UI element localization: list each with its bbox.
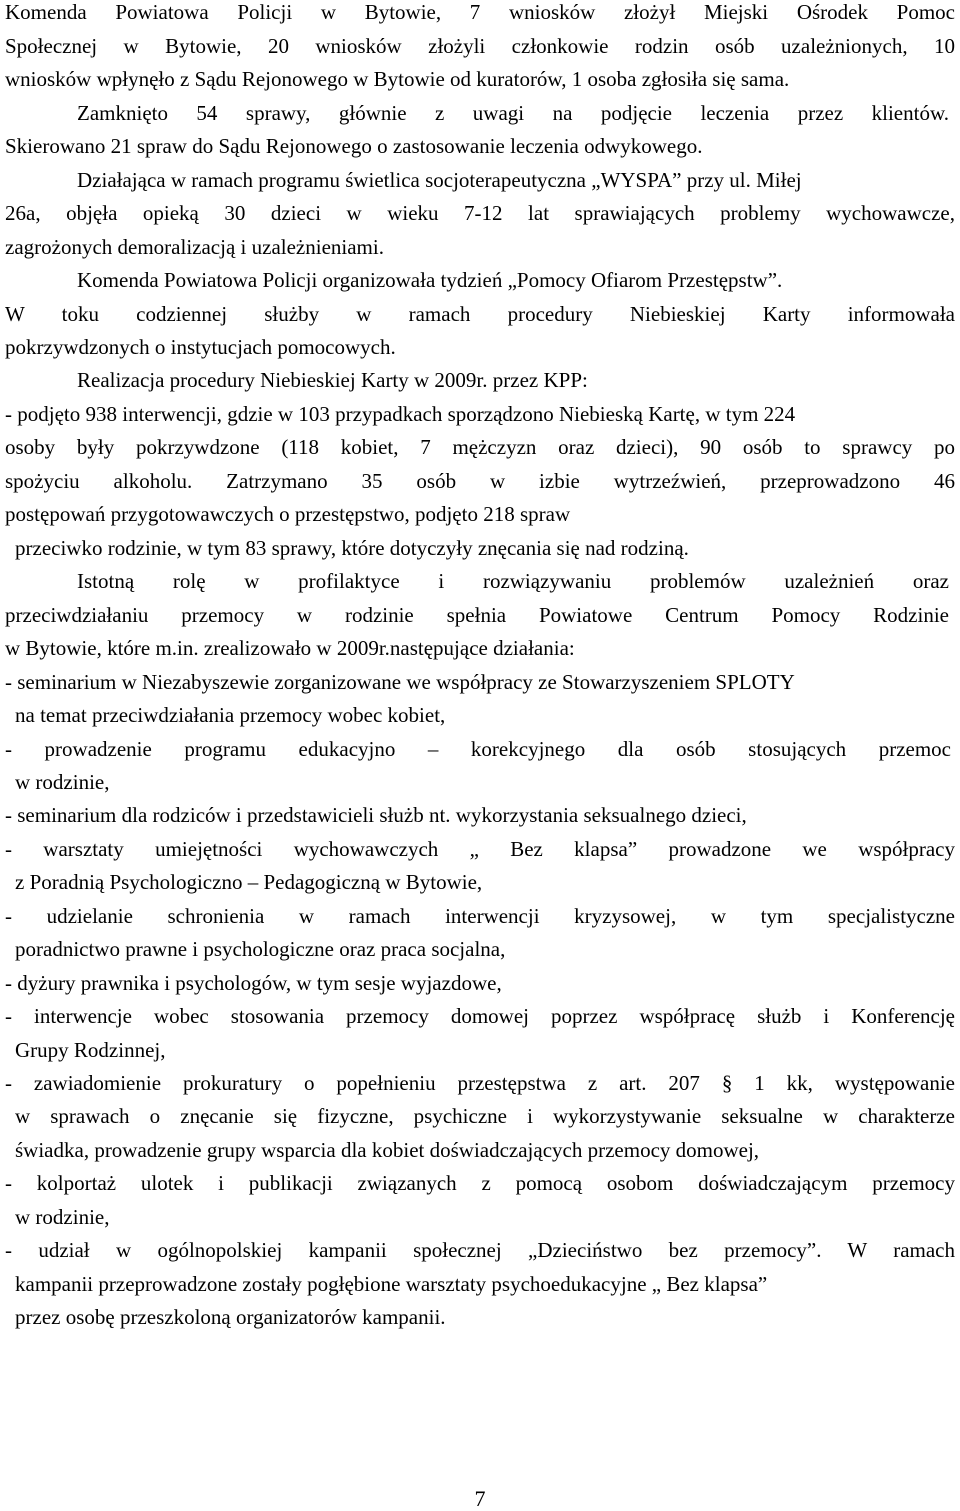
paragraph-line: Komenda Powiatowa Policji w Bytowie, 7 wniosków złożył Miejski Ośrodek Pomoc [5, 0, 955, 24]
paragraph-line: osoby były pokrzywdzone (118 kobiet, 7 mężczyzn oraz dzieci), 90 osób to sprawcy po [5, 435, 955, 459]
list-item-line: kampanii przeprowadzone zostały pogłębione warsztaty psychoedukacyjne „ Bez klapsa” [15, 1272, 768, 1296]
paragraph-line: w Bytowie, które m.in. zrealizowało w 2009r.następujące działania: [5, 636, 575, 660]
paragraph-line: 26a, objęła opieką 30 dzieci w wieku 7-12 lat sprawiających problemy wychowawcze, [5, 201, 955, 225]
paragraph-line: Działająca w ramach programu świetlica socjoterapeutyczna „WYSPA” przy ul. Miłej [77, 168, 802, 192]
list-item-line: na temat przeciwdziałania przemocy wobec kobiet, [15, 703, 446, 727]
page-number: 7 [474, 1486, 486, 1511]
paragraph-line: Komenda Powiatowa Policji organizowała tydzień „Pomocy Ofiarom Przestępstw”. [77, 268, 783, 292]
paragraph-line: Istotną rolę w profilaktyce i rozwiązywaniu problemów uzależnień oraz [77, 569, 949, 593]
paragraph-line: Społecznej w Bytowie, 20 wniosków złożyli członkowie rodzin osób uzależnionych, 10 [5, 34, 955, 58]
list-item-line: - prowadzenie programu edukacyjno – korekcyjnego dla osób stosujących przemoc [5, 737, 951, 761]
paragraph-line: - podjęto 938 interwencji, gdzie w 103 przypadkach sporządzono Niebieską Kartę, w tym 224 [5, 402, 796, 426]
list-item-line: świadka, prowadzenie grupy wsparcia dla kobiet doświadczających przemocy domowej, [15, 1138, 760, 1162]
paragraph-line: Skierowano 21 spraw do Sądu Rejonowego o zastosowanie leczenia odwykowego. [5, 134, 703, 158]
paragraph-line: przeciwko rodzinie, w tym 83 sprawy, które dotyczyły znęcania się nad rodziną. [15, 536, 689, 560]
list-item-line: - seminarium w Niezabyszewie zorganizowane we współpracy ze Stowarzyszeniem SPLOTY [5, 670, 795, 694]
list-item-line: - kolportaż ulotek i publikacji związanych z pomocą osobom doświadczającym przemocy [5, 1171, 955, 1195]
list-item-line: przez osobę przeszkoloną organizatorów kampanii. [15, 1305, 446, 1329]
paragraph-line: spożyciu alkoholu. Zatrzymano 35 osób w izbie wytrzeźwień, przeprowadzono 46 [5, 469, 955, 493]
paragraph-line: postępowań przygotowawczych o przestępstwo, podjęto 218 spraw [5, 502, 571, 526]
list-item-line: w sprawach o znęcanie się fizyczne, psychiczne i wykorzystywanie seksualne w charakterze [15, 1104, 955, 1128]
paragraph-line: wniosków wpłynęło z Sądu Rejonowego w Bytowie od kuratorów, 1 osoba zgłosiła się sama. [5, 67, 790, 91]
list-item-line: z Poradnią Psychologiczno – Pedagogiczną w Bytowie, [15, 870, 483, 894]
list-item-line: - warsztaty umiejętności wychowawczych „ Bez klapsa” prowadzone we współpracy [5, 837, 955, 861]
list-item-line: - udzielanie schronienia w ramach interwencji kryzysowej, w tym specjalistyczne [5, 904, 955, 928]
list-item-line: poradnictwo prawne i psychologiczne oraz praca socjalna, [15, 937, 506, 961]
paragraph-line: Realizacja procedury Niebieskiej Karty w 2009r. przez KPP: [77, 368, 588, 392]
paragraph-line: W toku codziennej służby w ramach procedury Niebieskiej Karty informowała [5, 302, 955, 326]
paragraph-line: przeciwdziałaniu przemocy w rodzinie spełnia Powiatowe Centrum Pomocy Rodzinie [5, 603, 949, 627]
list-item-line: w rodzinie, [15, 1205, 110, 1229]
list-item-line: - interwencje wobec stosowania przemocy domowej poprzez współpracę służb i Konferencję [5, 1004, 955, 1028]
paragraph-line: zagrożonych demoralizacją i uzależnieniami. [5, 235, 384, 259]
list-item-line: - seminarium dla rodziców i przedstawicieli służb nt. wykorzystania seksualnego dzieci, [5, 803, 747, 827]
list-item-line: - udział w ogólnopolskiej kampanii społecznej „Dzieciństwo bez przemocy”. W ramach [5, 1238, 955, 1262]
list-item-line: - dyżury prawnika i psychologów, w tym sesje wyjazdowe, [5, 971, 502, 995]
paragraph-line: pokrzywdzonych o instytucjach pomocowych. [5, 335, 396, 359]
list-item-line: - zawiadomienie prokuratury o popełnieniu przestępstwa z art. 207 § 1 kk, występowanie [5, 1071, 955, 1095]
list-item-line: Grupy Rodzinnej, [15, 1038, 166, 1062]
list-item-line: w rodzinie, [15, 770, 110, 794]
paragraph-line: Zamknięto 54 sprawy, głównie z uwagi na podjęcie leczenia przez klientów. [77, 101, 949, 125]
